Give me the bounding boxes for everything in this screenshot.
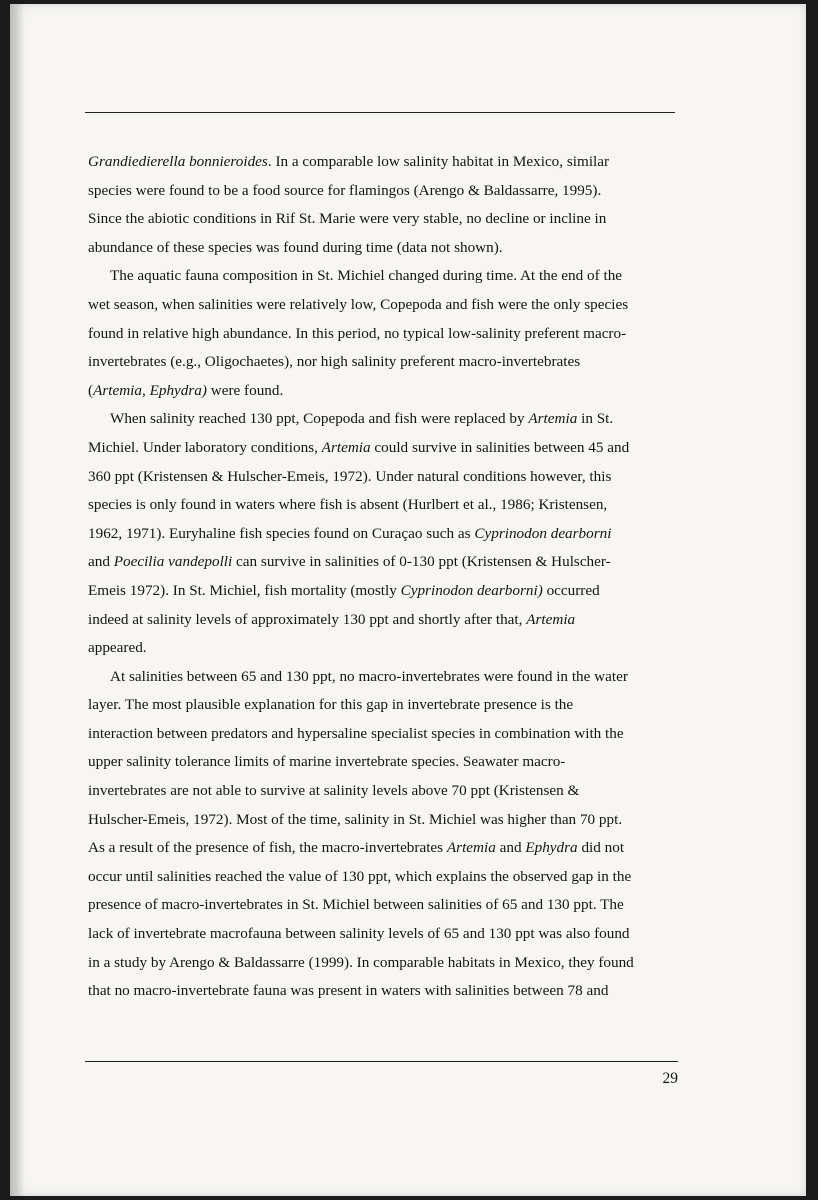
text-run: in St. <box>577 410 614 428</box>
text-run: species were found to be a food source for flamingos (Arengo & Baldassarre, 1995). <box>88 181 602 199</box>
italic-text: Ephydra <box>525 839 578 857</box>
text-line <box>88 463 688 492</box>
text-line <box>88 863 688 892</box>
text-run: wet season, when salinities were relatively low, Copepoda and fish were the only species <box>88 295 629 313</box>
page-number: 29 <box>662 1070 678 1087</box>
text-run: did not <box>577 839 625 857</box>
text-line <box>88 834 688 863</box>
text-line <box>88 806 688 835</box>
text-run: and <box>88 553 114 571</box>
text-line <box>88 606 688 635</box>
text-run: invertebrates are not able to survive at salinity levels above 70 ppt (Kristensen & <box>88 782 580 800</box>
italic-text: Poecilia vandepolli <box>113 553 233 571</box>
text-run: and <box>495 839 526 857</box>
text-line <box>88 777 688 806</box>
italic-text: Cyprinodon dearborni <box>474 524 612 542</box>
text-line <box>88 234 688 263</box>
text-line <box>88 148 688 177</box>
document-page <box>10 4 806 1196</box>
text-run: were found. <box>206 381 284 399</box>
text-run: When salinity reached 130 ppt, Copepoda and fish were replaced by <box>110 410 529 428</box>
italic-text: Artemia <box>446 839 496 857</box>
text-run: occurred <box>542 581 600 599</box>
text-run: Emeis 1972). In St. Michiel, fish mortality (mostly <box>88 581 401 599</box>
text-line <box>88 891 688 920</box>
text-run: At salinities between 65 and 130 ppt, no macro-invertebrates were found in the water <box>110 667 628 685</box>
italic-text: Artemia <box>321 438 371 456</box>
text-line <box>88 205 688 234</box>
text-run: 360 ppt (Kristensen & Hulscher-Emeis, 1972). Under natural conditions however, this <box>88 467 612 485</box>
binding-shadow <box>10 4 24 1196</box>
text-line <box>88 949 688 978</box>
text-line <box>88 720 688 749</box>
text-line <box>88 691 688 720</box>
footer-rule <box>85 1061 678 1062</box>
text-run: interaction between predators and hypersaline specialist species in combination with the <box>88 724 624 742</box>
text-line <box>88 577 688 606</box>
italic-text: Artemia <box>528 410 578 428</box>
text-run: The aquatic fauna composition in St. Michiel changed during time. At the end of the <box>110 267 623 285</box>
text-run: presence of macro-invertebrates in St. Michiel between salinities of 65 and 130 ppt. The <box>88 896 624 914</box>
italic-text: Artemia <box>526 610 576 628</box>
text-line <box>88 634 688 663</box>
text-run: abundance of these species was found during time (data not shown). <box>88 238 503 256</box>
text-run: invertebrates (e.g., Oligochaetes), nor high salinity preferent macro-invertebrates <box>88 353 581 371</box>
text-run: layer. The most plausible explanation for this gap in invertebrate presence is the <box>88 696 574 714</box>
text-run: that no macro-invertebrate fauna was present in waters with salinities between 78 and <box>88 982 609 1000</box>
text-line <box>88 177 688 206</box>
text-line <box>88 977 688 1006</box>
text-run: can survive in salinities of 0-130 ppt (Kristensen & Hulscher- <box>232 553 611 571</box>
text-line <box>88 920 688 949</box>
italic-text: Artemia, Ephydra) <box>93 381 207 399</box>
text-line <box>88 320 688 349</box>
text-run: Michiel. Under laboratory conditions, <box>88 438 322 456</box>
text-line <box>88 748 688 777</box>
text-line <box>88 405 688 434</box>
text-run: indeed at salinity levels of approximately 130 ppt and shortly after that, <box>88 610 527 628</box>
text-line <box>88 520 688 549</box>
text-run: Since the abiotic conditions in Rif St. Marie were very stable, no decline or incline in <box>88 210 607 228</box>
text-run: As a result of the presence of fish, the macro-invertebrates <box>88 839 447 857</box>
text-line <box>88 548 688 577</box>
text-line <box>88 663 688 692</box>
text-run: upper salinity tolerance limits of marine invertebrate species. Seawater macro- <box>88 753 566 771</box>
text-run: lack of invertebrate macrofauna between salinity levels of 65 and 130 ppt was also found <box>88 925 630 943</box>
text-run: species is only found in waters where fish is absent (Hurlbert et al., 1986; Kristensen, <box>88 496 608 514</box>
text-run: ( <box>88 381 94 399</box>
text-line <box>88 377 688 406</box>
text-run: . In a comparable low salinity habitat in Mexico, similar <box>267 153 610 170</box>
text-run: occur until salinities reached the value of 130 ppt, which explains the observed gap in the <box>88 867 632 885</box>
text-line <box>88 434 688 463</box>
text-run: appeared. <box>88 639 147 657</box>
text-run: 1962, 1971). Euryhaline fish species found on Curaçao such as <box>88 524 475 542</box>
text-line <box>88 348 688 377</box>
header-rule <box>85 112 675 113</box>
text-line <box>88 262 688 291</box>
text-line <box>88 491 688 520</box>
text-run: could survive in salinities between 45 and <box>370 438 630 456</box>
body-text <box>88 148 688 1006</box>
italic-text: Grandiedierella bonnieroides <box>88 153 268 170</box>
text-run: Hulscher-Emeis, 1972). Most of the time, salinity in St. Michiel was higher than 70 ppt. <box>88 810 623 828</box>
text-run: in a study by Arengo & Baldassarre (1999). In comparable habitats in Mexico, they found <box>88 953 634 971</box>
text-line <box>88 291 688 320</box>
italic-text: Cyprinodon dearborni) <box>400 581 543 599</box>
text-run: found in relative high abundance. In this period, no typical low-salinity preferent macro- <box>88 324 627 342</box>
